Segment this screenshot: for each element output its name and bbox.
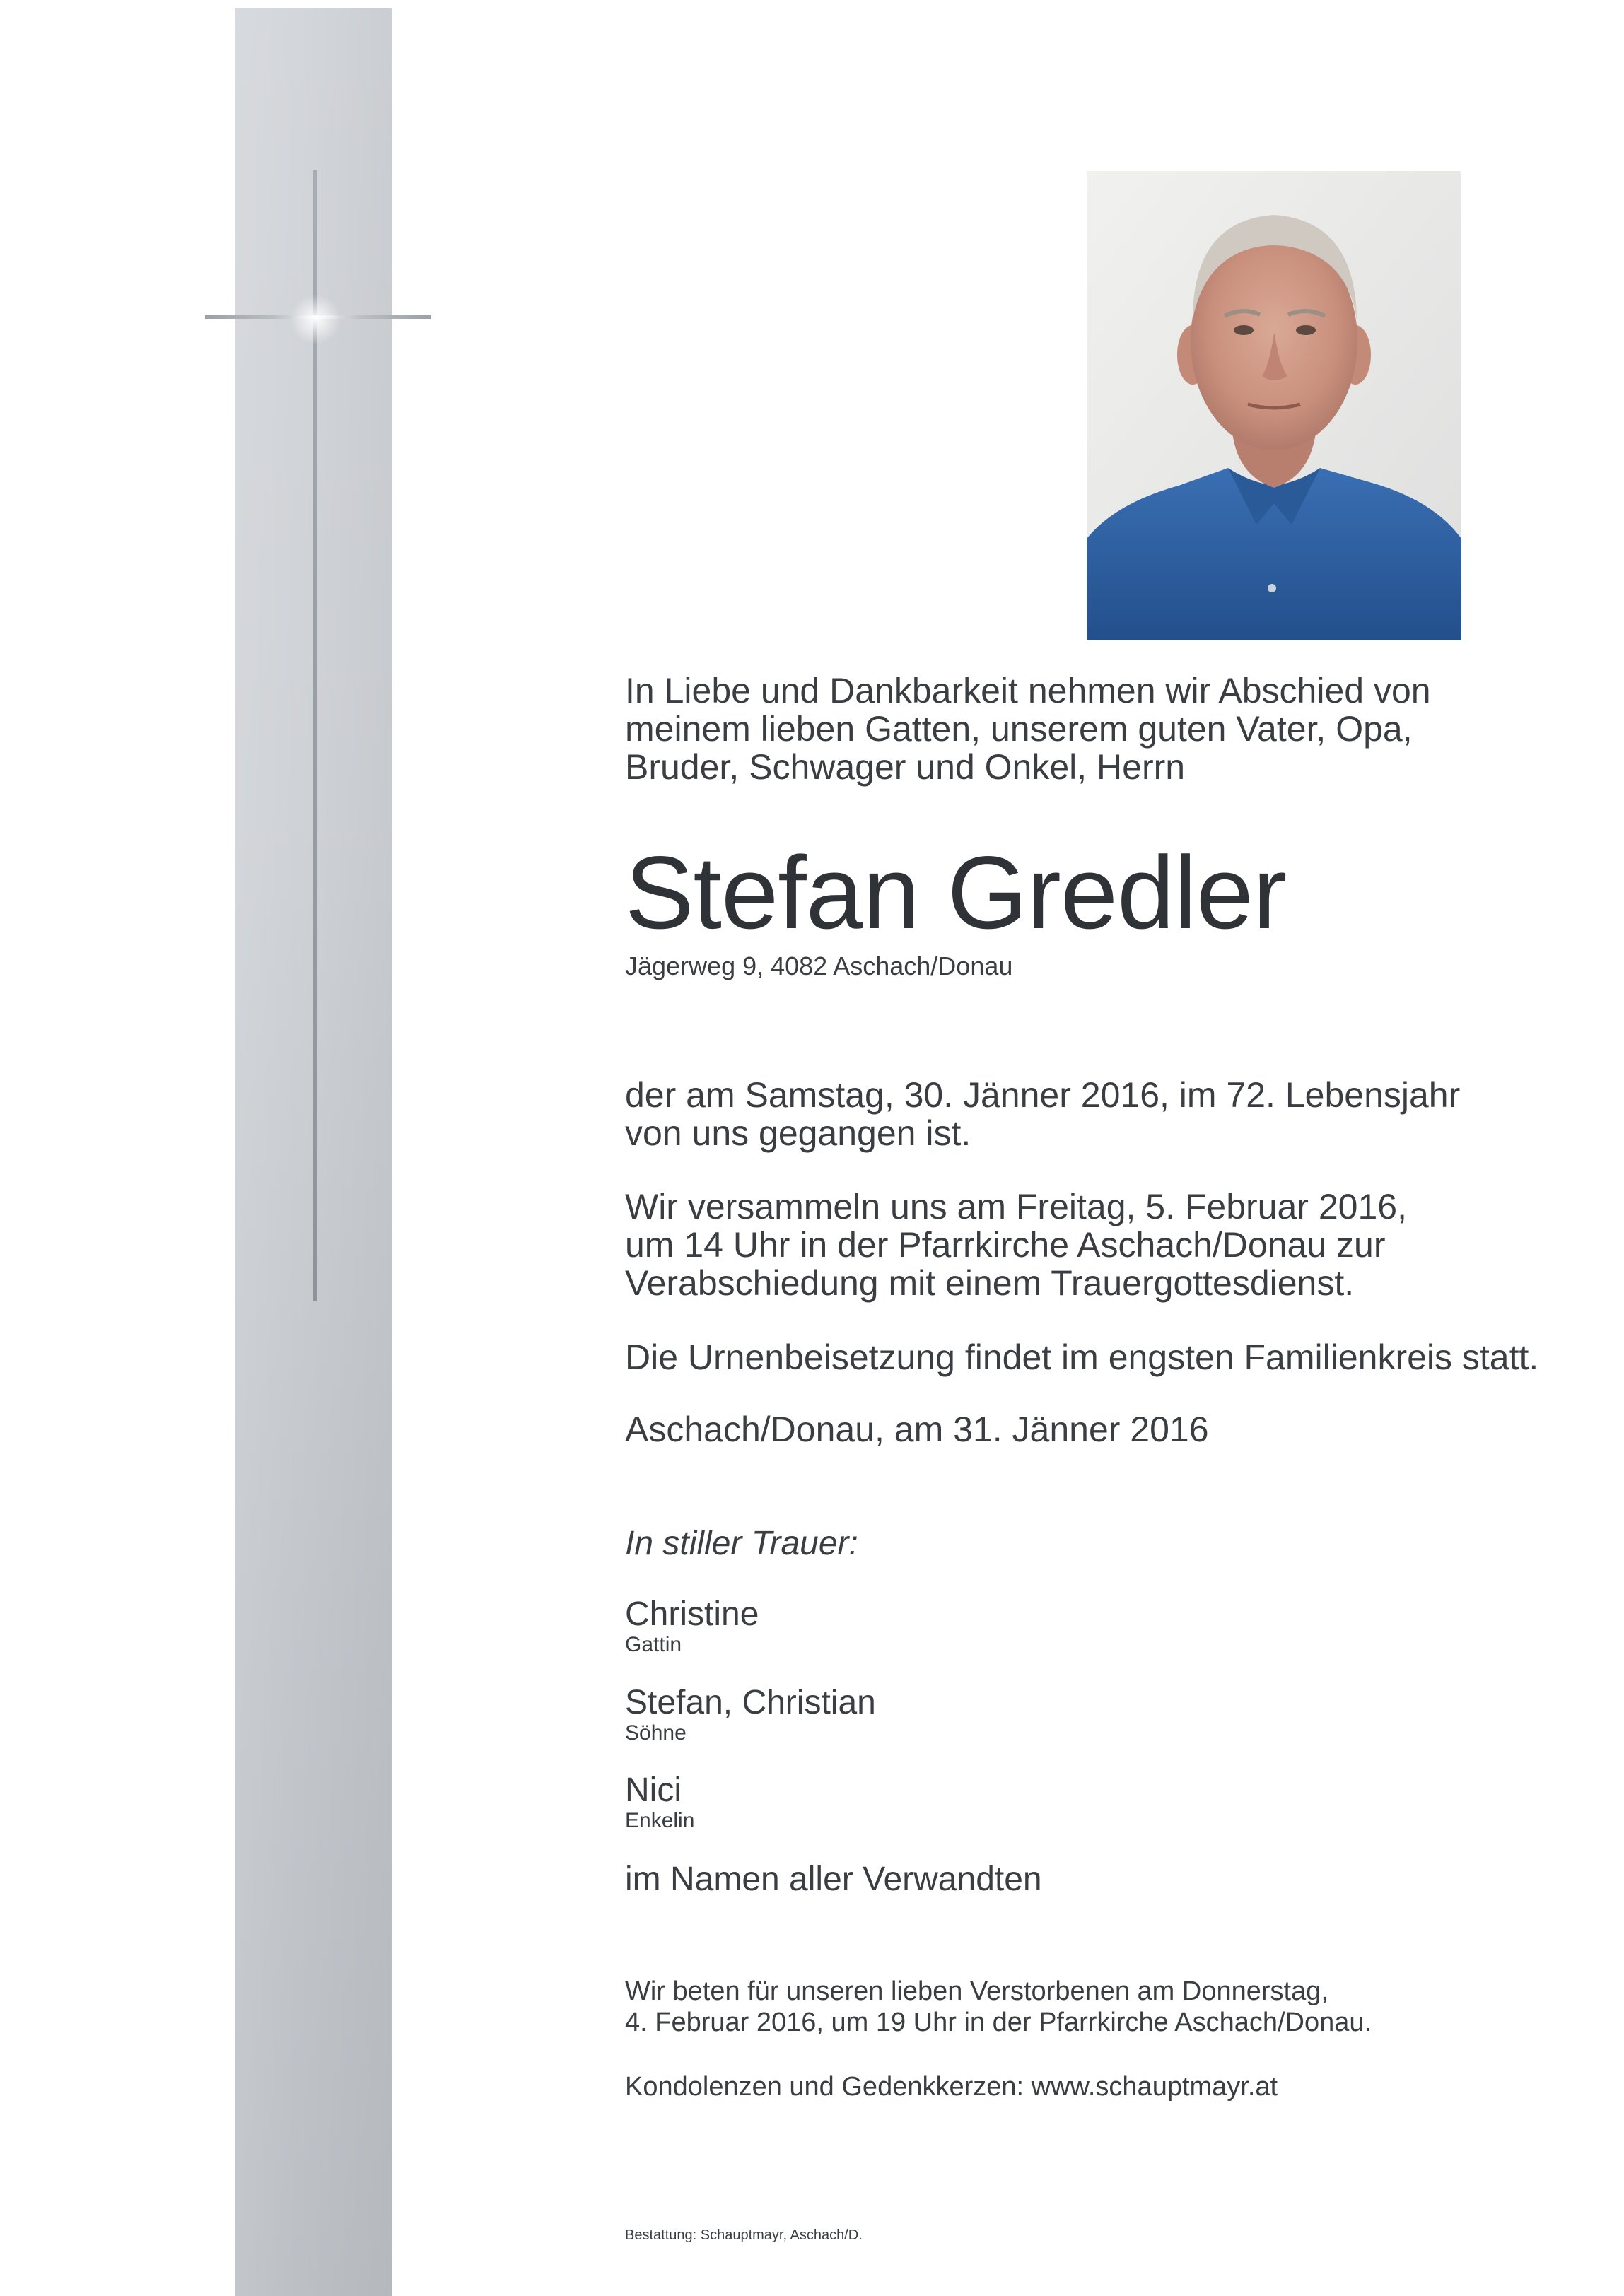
mourner-relation: Enkelin [625,1809,695,1832]
service-line: um 14 Uhr in der Pfarrkirche Aschach/Donau zur [625,1225,1386,1265]
mourner-relation: Gattin [625,1633,682,1656]
mourner-entry [625,1772,1544,1833]
mourner-entry [625,1685,1544,1745]
mourner-name: Stefan, Christian [625,1684,876,1721]
intro-line: Bruder, Schwager und Onkel, Herrn [625,747,1186,787]
place-date: Aschach/Donau, am 31. Jänner 2016 [625,1410,1209,1449]
mourning-heading: In stiller Trauer: [625,1525,858,1562]
intro-line: In Liebe und Dankbarkeit nehmen wir Abschied von [625,671,1431,710]
deceased-name: Stefan Gredler [625,835,1287,950]
service-line: Wir versammeln uns am Freitag, 5. Februar 2016, [625,1187,1407,1226]
condolence-line: Kondolenzen und Gedenkkerzen: www.schauptmayr.at [625,2072,1278,2102]
mourner-relation: Söhne [625,1721,687,1745]
mourner-entry [625,1596,1544,1657]
service-line: Verabschiedung mit einem Trauergottesdienst. [625,1263,1355,1303]
prayer-notice [625,1976,1544,2038]
portrait-photo [1087,171,1461,640]
prayer-line: 4. Februar 2016, um 19 Uhr in der Pfarrkirche Aschach/Donau. [625,2008,1372,2037]
service-notice [625,1188,1544,1302]
death-notice-line: der am Samstag, 30. Jänner 2016, im 72. Lebensjahr [625,1075,1461,1115]
death-notice [625,1076,1544,1152]
intro-line: meinem lieben Gatten, unserem guten Vater, Opa, [625,709,1413,749]
cross-icon [205,170,431,1301]
undertaker-credit: Bestattung: Schauptmayr, Aschach/D. [625,2227,863,2243]
mourner-name: Nici [625,1771,682,1809]
death-notice-line: von uns gegangen ist. [625,1113,971,1153]
mourner-name: Christine [625,1595,759,1633]
intro-text [625,672,1544,786]
urn-burial-notice: Die Urnenbeisetzung findet im engsten Familienkreis statt. [625,1337,1539,1377]
cross-highlight [290,294,341,345]
deceased-address: Jägerweg 9, 4082 Aschach/Donau [625,951,1013,980]
relatives-line: im Namen aller Verwandten [625,1861,1042,1898]
prayer-line: Wir beten für unseren lieben Verstorbenen am Donnerstag, [625,1976,1328,2006]
